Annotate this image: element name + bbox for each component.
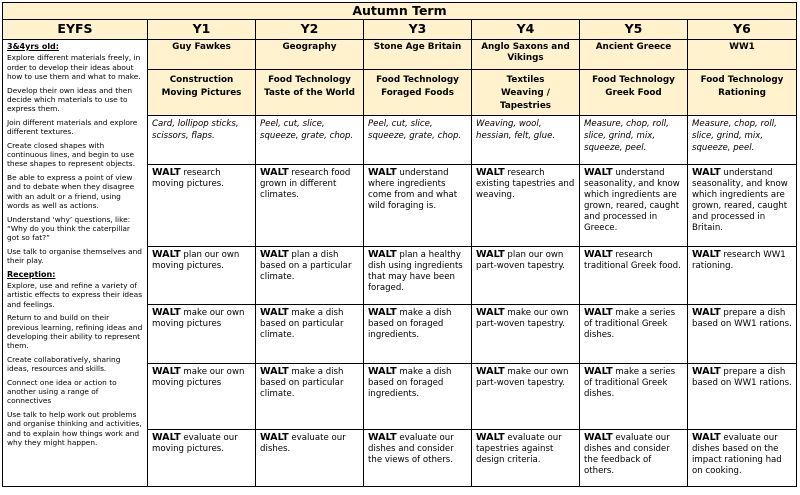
walt-label: WALT [476, 249, 505, 260]
walt-text: make our own part-woven tapestry. [476, 367, 569, 388]
walt-cell [364, 247, 472, 305]
walt-text: evaluate our moving pictures. [152, 433, 238, 454]
project-cell [688, 70, 797, 116]
walt-label: WALT [476, 432, 505, 443]
walt-label: WALT [260, 432, 289, 443]
eyfs-objective: Develop their own ideas and then decide which materials to use to express them. [7, 85, 133, 114]
materials-cell: Card, lollipop sticks, scissors, flaps. [148, 116, 256, 165]
walt-cell [256, 364, 364, 430]
eyfs-objective: Be able to express a point of view and to debate when they disagree with an adult or a friend, using words as well as actions. [7, 172, 135, 211]
curriculum-sheet [2, 2, 796, 492]
walt-label: WALT [692, 366, 721, 377]
walt-cell [256, 247, 364, 305]
walt-label: WALT [584, 249, 613, 260]
walt-cell [688, 364, 797, 430]
walt-cell [148, 247, 256, 305]
eyfs-objective: Explore, use and refine a variety of artistic effects to express their ideas and feelings. [7, 280, 143, 309]
eyfs-header: EYFS [3, 20, 148, 40]
materials-cell: Peel, cut, slice, squeeze, grate, chop. [364, 116, 472, 165]
eyfs-objectives [3, 40, 148, 487]
walt-text: make a dish based on particular climate. [260, 367, 344, 399]
walt-label: WALT [368, 432, 397, 443]
walt-label: WALT [692, 249, 721, 260]
walt-cell [472, 305, 580, 364]
walt-text: make a dish based on particular climate. [260, 308, 344, 340]
walt-cell [472, 364, 580, 430]
walt-cell [580, 305, 688, 364]
walt-label: WALT [368, 366, 397, 377]
materials-cell: Peel, cut, slice, squeeze, grate, chop. [256, 116, 364, 165]
project-name: Rationing [718, 88, 766, 98]
project-name: Taste of the World [264, 88, 355, 98]
eyfs-section-heading: Reception: [7, 269, 56, 279]
walt-cell [364, 305, 472, 364]
eyfs-objective: Create collaboratively, sharing ideas, resources and skills. [7, 354, 121, 374]
project-name: Foraged Foods [381, 88, 454, 98]
walt-text: evaluate our dishes. [260, 433, 346, 454]
project-type: Construction [169, 75, 234, 85]
walt-text: research traditional Greek food. [584, 250, 681, 271]
project-name: Greek Food [605, 88, 662, 98]
year-header: Y4 [472, 20, 580, 40]
year-header: Y5 [580, 20, 688, 40]
walt-text: make our own moving pictures [152, 367, 245, 388]
eyfs-objective: Use talk to organise themselves and their play. [7, 246, 142, 266]
walt-text: understand where ingredients come from and what wild foraging is. [368, 168, 458, 211]
walt-label: WALT [368, 249, 397, 260]
walt-cell [256, 305, 364, 364]
walt-text: make a series of traditional Greek dishes. [584, 308, 676, 340]
eyfs-objective: Join different materials and explore different textures. [7, 117, 138, 137]
project-cell [256, 70, 364, 116]
eyfs-objective: Explore different materials freely, in order to develop their ideas about how to use them and what to make. [7, 53, 141, 82]
walt-text: prepare a dish based on WW1 rations. [692, 308, 792, 329]
walt-cell [580, 364, 688, 430]
topic-cell: Geography [256, 40, 364, 70]
project-cell [148, 70, 256, 116]
walt-label: WALT [584, 307, 613, 318]
walt-text: prepare a dish based on WW1 rations. [692, 367, 792, 388]
project-cell [472, 70, 580, 116]
walt-text: research WW1 rationing. [692, 250, 786, 271]
project-cell [580, 70, 688, 116]
walt-cell [364, 165, 472, 247]
walt-label: WALT [260, 366, 289, 377]
topic-cell: WW1 [688, 40, 797, 70]
walt-label: WALT [476, 167, 505, 178]
project-name: Weaving / Tapestries [499, 88, 552, 111]
walt-label: WALT [152, 366, 181, 377]
walt-text: make a dish based on foraged ingredients. [368, 367, 452, 399]
walt-label: WALT [584, 366, 613, 377]
project-cell [364, 70, 472, 116]
walt-label: WALT [368, 307, 397, 318]
walt-text: plan a dish based on a particular climate. [260, 250, 352, 282]
walt-text: evaluate our dishes and consider the views of others. [368, 433, 454, 465]
walt-text: plan a healthy dish using ingredients that may have been foraged. [368, 250, 463, 293]
project-type: Textiles [506, 75, 545, 85]
walt-cell [472, 247, 580, 305]
walt-cell [148, 305, 256, 364]
eyfs-section-heading: 3&4yrs old: [7, 42, 59, 51]
project-type: Food Technology [700, 75, 784, 85]
year-header: Y2 [256, 20, 364, 40]
year-header: Y1 [148, 20, 256, 40]
walt-cell [580, 430, 688, 487]
walt-cell [472, 430, 580, 487]
topic-row [3, 40, 797, 70]
walt-cell [256, 430, 364, 487]
materials-cell: Measure, chop, roll, slice, grind, mix, squeeze, peel. [688, 116, 797, 165]
walt-cell [256, 165, 364, 247]
walt-text: plan our own part-woven tapestry. [476, 250, 565, 271]
project-name: Moving Pictures [161, 88, 242, 98]
walt-text: understand seasonality, and know which ingredients are grown, reared, caught and processed in Greece. [584, 168, 680, 233]
walt-cell [148, 165, 256, 247]
walt-cell [580, 165, 688, 247]
walt-label: WALT [692, 307, 721, 318]
title-row [3, 3, 797, 20]
walt-text: make our own moving pictures [152, 308, 245, 329]
walt-text: evaluate our dishes based on the impact rationing had on cooking. [692, 433, 782, 476]
eyfs-objective: Return to and build on their previous learning, refining ideas and developing their ability to represent them. [7, 313, 143, 351]
project-type: Food Technology [592, 75, 675, 85]
walt-text: research food grown in different climates. [260, 168, 351, 200]
walt-label: WALT [152, 432, 181, 443]
walt-text: make a dish based on foraged ingredients. [368, 308, 452, 340]
walt-cell [688, 165, 797, 247]
topic-cell: Ancient Greece [580, 40, 688, 70]
walt-cell [688, 247, 797, 305]
term-title: Autumn Term [3, 3, 797, 20]
walt-text: evaluate our tapestries against design criteria. [476, 433, 562, 465]
walt-text: research moving pictures. [152, 168, 224, 189]
walt-label: WALT [692, 432, 721, 443]
walt-label: WALT [260, 167, 289, 178]
walt-cell [364, 430, 472, 487]
walt-cell [472, 165, 580, 247]
topic-cell: Guy Fawkes [148, 40, 256, 70]
year-header: Y3 [364, 20, 472, 40]
eyfs-objective: Connect one idea or action to another using a range of connectives [7, 377, 117, 406]
walt-label: WALT [476, 307, 505, 318]
walt-label: WALT [152, 167, 181, 178]
walt-text: make our own part-woven tapestry. [476, 308, 569, 329]
walt-label: WALT [584, 432, 613, 443]
walt-label: WALT [368, 167, 397, 178]
eyfs-objective: Use talk to help work out problems and organise thinking and activities, and to explain how things work and why they might happen. [7, 409, 142, 448]
walt-label: WALT [692, 167, 721, 178]
walt-text: make a series of traditional Greek dishes. [584, 367, 676, 399]
walt-label: WALT [152, 307, 181, 318]
year-header-row [3, 20, 797, 40]
year-header: Y6 [688, 20, 797, 40]
eyfs-objective: Create closed shapes with continuous lines, and begin to use these shapes to represent objects. [7, 140, 135, 169]
curriculum-table [2, 2, 797, 487]
walt-text: research existing tapestries and weaving. [476, 168, 575, 200]
walt-text: plan our own moving pictures. [152, 250, 240, 271]
eyfs-objective: Understand ‘why’ questions, like: “Why do you think the caterpillar got so fat?” [7, 214, 131, 243]
topic-cell: Anglo Saxons and Vikings [472, 40, 580, 70]
walt-cell [580, 247, 688, 305]
walt-label: WALT [260, 249, 289, 260]
walt-label: WALT [476, 366, 505, 377]
topic-cell: Stone Age Britain [364, 40, 472, 70]
project-type: Food Technology [268, 75, 351, 85]
walt-label: WALT [260, 307, 289, 318]
walt-cell [148, 364, 256, 430]
walt-cell [148, 430, 256, 487]
walt-cell [688, 305, 797, 364]
walt-text: understand seasonality, and know which ingredients are grown, reared, caught and processed in Britain. [692, 168, 788, 233]
project-type: Food Technology [376, 75, 459, 85]
walt-text: evaluate our dishes and consider the feedback of others. [584, 433, 670, 476]
materials-cell: Measure, chop, roll, slice, grind, mix, squeeze, peel. [580, 116, 688, 165]
walt-cell [688, 430, 797, 487]
walt-label: WALT [584, 167, 613, 178]
materials-cell: Weaving, wool, hessian, felt, glue. [472, 116, 580, 165]
walt-cell [364, 364, 472, 430]
walt-label: WALT [152, 249, 181, 260]
